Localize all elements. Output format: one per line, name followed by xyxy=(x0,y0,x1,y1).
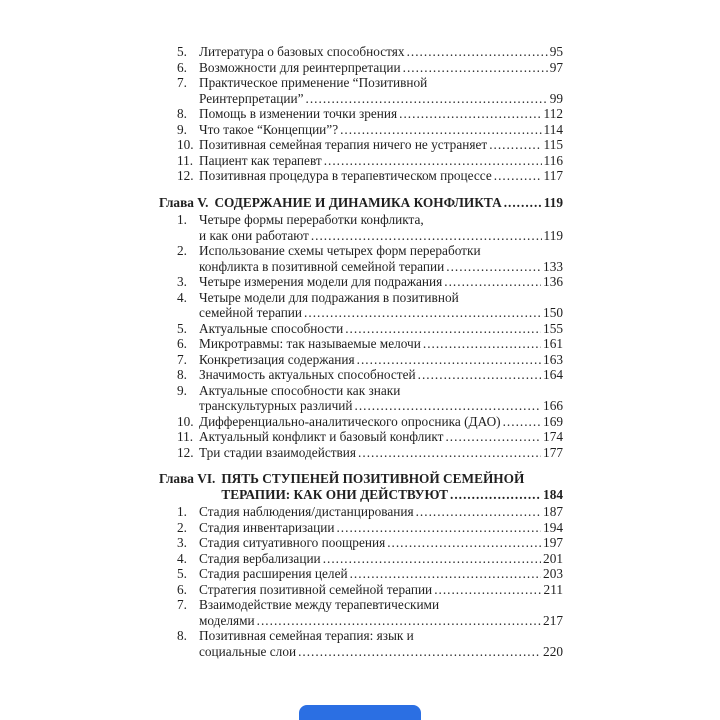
page-number: 97 xyxy=(549,59,563,75)
entry-title-text: Дифференциально-аналитического опросника (ДАО) xyxy=(199,413,501,429)
page-number: 187 xyxy=(543,504,563,519)
entry-number: 8. xyxy=(177,106,187,121)
entry-title-text: Позитивная процедура в терапевтическом процессе xyxy=(199,168,492,183)
entry-title xyxy=(199,352,563,368)
dot-leader xyxy=(444,274,541,290)
entry-title xyxy=(199,367,563,383)
entry-title-text: СОДЕРЖАНИЕ И ДИНАМИКА КОНФЛИКТА xyxy=(214,194,502,210)
page-number: 133 xyxy=(543,258,563,274)
entry-number: 2. xyxy=(177,243,187,258)
dot-leader xyxy=(311,228,542,244)
entry-title xyxy=(199,243,563,274)
toc-section xyxy=(159,471,563,659)
dot-leader xyxy=(340,122,541,138)
entry-title xyxy=(199,504,563,520)
page-number: 194 xyxy=(543,519,563,535)
page-number: 220 xyxy=(543,643,563,659)
page-number: 164 xyxy=(543,367,563,382)
toc-entry xyxy=(159,628,563,659)
entry-title xyxy=(199,383,563,414)
dot-leader xyxy=(446,259,541,275)
entry-number: 6. xyxy=(177,581,187,597)
entry-number: 7. xyxy=(177,597,187,612)
entry-title-text: Стадия инвентаризации xyxy=(199,519,335,535)
dot-leader xyxy=(298,644,541,660)
page-number: 163 xyxy=(543,351,563,367)
entry-title xyxy=(221,471,563,502)
entry-title-text: социальные слои xyxy=(199,643,297,659)
dot-leader xyxy=(324,153,542,169)
dot-leader xyxy=(257,613,541,629)
dot-leader xyxy=(450,487,541,503)
entry-title xyxy=(199,106,563,122)
entry-number: 6. xyxy=(177,336,187,351)
entry-title xyxy=(199,274,563,290)
entry-number: 3. xyxy=(177,535,187,550)
entry-title-text: Значимость актуальных способностей xyxy=(199,367,416,382)
dot-leader xyxy=(434,582,541,598)
page-number: 203 xyxy=(543,566,563,581)
entry-title-text: Конкретизация содержания xyxy=(199,351,355,367)
entry-title-text: Что такое “Концепции”? xyxy=(199,121,339,137)
entry-title-text: Стадия вербализации xyxy=(199,550,321,566)
entry-title xyxy=(199,597,563,628)
dot-leader xyxy=(403,60,548,76)
dot-leader xyxy=(357,352,541,368)
entry-number: 8. xyxy=(177,367,187,382)
table-of-contents xyxy=(159,44,563,659)
entry-number: 9. xyxy=(177,121,187,137)
entry-number: 1. xyxy=(177,504,187,519)
toc-entry xyxy=(159,137,563,153)
entry-title xyxy=(199,445,563,461)
entry-number: 10. xyxy=(177,413,194,429)
page-number: 99 xyxy=(549,90,563,106)
page-number: 177 xyxy=(543,444,563,460)
page-number: 119 xyxy=(543,227,563,243)
entry-number: 11. xyxy=(177,152,194,168)
entry-title xyxy=(199,137,563,153)
entry-title xyxy=(199,321,563,337)
page-number: 211 xyxy=(543,581,563,597)
entry-title xyxy=(199,290,563,321)
entry-title-text: Четыре модели для подражания в позитивной xyxy=(199,289,459,305)
entry-number: 9. xyxy=(177,382,187,398)
entry-number: 1. xyxy=(177,212,187,227)
entry-title-text: семейной терапии xyxy=(199,305,303,320)
chapter-label: Глава VI. xyxy=(159,471,216,486)
toc-chapter-heading xyxy=(159,195,563,211)
entry-title-text: Стадия ситуативного поощрения xyxy=(199,535,386,550)
entry-title xyxy=(199,582,563,598)
entry-title xyxy=(199,212,563,243)
entry-title-text: конфликта в позитивной семейной терапии xyxy=(199,258,445,274)
dot-leader xyxy=(416,504,541,520)
entry-title-text: Позитивная семейная терапия: язык и xyxy=(199,628,414,643)
dot-leader xyxy=(399,106,541,122)
entry-title-text: Микротравмы: так называемые мелочи xyxy=(199,336,421,351)
entry-title-text: Стратегия позитивной семейной терапии xyxy=(199,581,433,597)
entry-title-text: Позитивная семейная терапия ничего не устраняет xyxy=(199,137,488,152)
entry-title-text: Реинтерпретации” xyxy=(199,90,304,106)
dot-leader xyxy=(306,91,548,107)
dot-leader xyxy=(336,520,541,536)
entry-title xyxy=(199,414,563,430)
dot-leader xyxy=(504,195,542,211)
entry-number: 5. xyxy=(177,44,187,59)
entry-title-text: транскультурных различий xyxy=(199,398,353,413)
chapter-label: Глава V. xyxy=(159,194,209,210)
entry-title-text: Литература о базовых способностях xyxy=(199,44,405,59)
dot-leader xyxy=(387,535,541,551)
entry-title-text: Актуальные способности как знаки xyxy=(199,382,401,398)
entry-title xyxy=(199,429,563,445)
toc-entry xyxy=(159,445,563,461)
entry-title xyxy=(199,551,563,567)
entry-number: 10. xyxy=(177,137,194,152)
entry-title-text: Использование схемы четырех форм переработки xyxy=(199,243,481,258)
page-number: 136 xyxy=(543,274,563,289)
entry-title-text: Взаимодействие между терапевтическими xyxy=(199,597,440,612)
page-number: 95 xyxy=(549,44,563,59)
toc-entry xyxy=(159,321,563,337)
toc-entry xyxy=(159,597,563,628)
entry-number: 12. xyxy=(177,444,194,460)
toc-entry xyxy=(159,290,563,321)
dot-leader xyxy=(355,398,542,414)
page-number: 201 xyxy=(543,550,563,566)
entry-title xyxy=(199,44,563,60)
toc-entry xyxy=(159,551,563,567)
toc-entry xyxy=(159,336,563,352)
toc-entry xyxy=(159,504,563,520)
toc-entry xyxy=(159,106,563,122)
page-number: 155 xyxy=(543,320,563,336)
entry-title xyxy=(199,520,563,536)
page-number: 169 xyxy=(543,413,563,429)
entry-title-text: Стадия расширения целей xyxy=(199,566,348,581)
toc-entry xyxy=(159,212,563,243)
dot-leader xyxy=(350,566,541,582)
entry-title-text: моделями xyxy=(199,612,255,628)
toc-chapter-heading xyxy=(159,471,563,502)
entry-number: 12. xyxy=(177,168,194,183)
entry-title xyxy=(214,195,563,211)
entry-title-text: Возможности для реинтерпретации xyxy=(199,59,401,75)
dot-leader xyxy=(494,168,542,184)
toc-entry xyxy=(159,153,563,169)
dot-leader xyxy=(445,429,541,445)
toc-entry xyxy=(159,44,563,60)
toc-entry xyxy=(159,60,563,76)
dot-leader xyxy=(345,321,541,337)
toc-entry xyxy=(159,429,563,445)
entry-title-text: Помощь в изменении точки зрения xyxy=(199,106,398,121)
page-number: 217 xyxy=(543,612,563,628)
entry-title-text: ТЕРАПИИ: КАК ОНИ ДЕЙСТВУЮТ xyxy=(221,486,448,502)
entry-number: 7. xyxy=(177,75,187,90)
page-number: 150 xyxy=(543,305,563,320)
entry-title-text: Актуальный конфликт и базовый конфликт xyxy=(199,429,444,444)
entry-title xyxy=(199,75,563,106)
dot-leader xyxy=(489,137,541,153)
entry-number: 3. xyxy=(177,274,187,289)
entry-title xyxy=(199,122,563,138)
entry-title xyxy=(199,628,563,659)
toc-entry xyxy=(159,535,563,551)
entry-number: 6. xyxy=(177,59,187,75)
entry-title xyxy=(199,535,563,551)
entry-title-text: ПЯТЬ СТУПЕНЕЙ ПОЗИТИВНОЙ СЕМЕЙНОЙ xyxy=(221,471,525,486)
entry-number: 4. xyxy=(177,550,187,566)
entry-title xyxy=(199,153,563,169)
entry-title xyxy=(199,60,563,76)
entry-title-text: Практическое применение “Позитивной xyxy=(199,75,428,90)
page-number: 114 xyxy=(543,121,563,137)
entry-number: 2. xyxy=(177,519,187,535)
entry-title-text: и как они работают xyxy=(199,227,309,243)
entry-number: 11. xyxy=(177,429,194,444)
toc-entry xyxy=(159,520,563,536)
page-number: 112 xyxy=(543,106,563,121)
dot-leader xyxy=(418,367,541,383)
page-number: 166 xyxy=(543,398,563,413)
toc-entry xyxy=(159,367,563,383)
entry-number: 5. xyxy=(177,566,187,581)
dot-leader xyxy=(358,445,541,461)
entry-title-text: Три стадии взаимодействия xyxy=(199,444,357,460)
page-number: 184 xyxy=(543,486,563,502)
entry-title xyxy=(199,336,563,352)
entry-title-text: Четыре формы переработки конфликта, xyxy=(199,212,424,227)
toc-entry xyxy=(159,582,563,598)
toc-entry xyxy=(159,414,563,430)
toc-entry xyxy=(159,122,563,138)
toc-entry xyxy=(159,566,563,582)
toc-entry xyxy=(159,75,563,106)
entry-number: 5. xyxy=(177,320,187,336)
toc-section xyxy=(159,44,563,184)
dot-leader xyxy=(423,336,541,352)
entry-number: 8. xyxy=(177,628,187,643)
dot-leader xyxy=(407,44,548,60)
page-number: 115 xyxy=(543,137,563,152)
toc-entry xyxy=(159,243,563,274)
dot-leader xyxy=(304,305,541,321)
entry-title-text: Актуальные способности xyxy=(199,320,344,336)
entry-number: 4. xyxy=(177,289,187,305)
toc-entry xyxy=(159,168,563,184)
page-number: 116 xyxy=(543,152,563,168)
page-number: 197 xyxy=(543,535,563,550)
toc-section xyxy=(159,195,563,461)
toc-entry xyxy=(159,383,563,414)
dot-leader xyxy=(323,551,541,567)
page-number: 161 xyxy=(543,336,563,351)
page-number: 117 xyxy=(543,168,563,183)
entry-title-text: Стадия наблюдения/дистанцирования xyxy=(199,504,414,519)
toc-entry xyxy=(159,352,563,368)
dot-leader xyxy=(503,414,541,430)
entry-title-text: Пациент как терапевт xyxy=(199,152,322,168)
entry-title xyxy=(199,566,563,582)
entry-number: 7. xyxy=(177,351,187,367)
bottom-partial-button[interactable] xyxy=(299,705,421,720)
toc-entry xyxy=(159,274,563,290)
page-number: 119 xyxy=(543,194,563,210)
entry-title xyxy=(199,168,563,184)
page-number: 174 xyxy=(543,429,563,444)
entry-title-text: Четыре измерения модели для подражания xyxy=(199,274,443,289)
